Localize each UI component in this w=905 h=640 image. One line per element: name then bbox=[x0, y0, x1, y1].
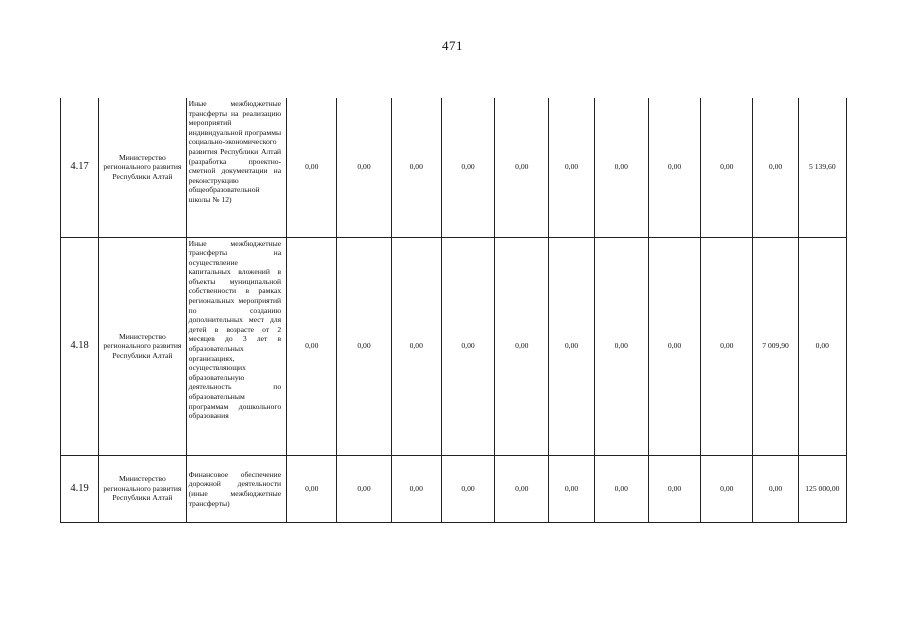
value-cell: 0,00 bbox=[391, 237, 441, 455]
value-cell: 7 009,90 bbox=[753, 237, 798, 455]
value-cell: 0,00 bbox=[391, 455, 441, 522]
description-cell bbox=[186, 237, 287, 455]
description-text: Иные межбюджетные трансферты на реализацию мероприятий индивидуальной программы социально-экономического развития Республики Алтай (разработка проектно-сметной документации на реконструкцию общеобразовательной школы № 12) bbox=[188, 99, 282, 204]
description-cell bbox=[186, 455, 287, 522]
value-cell: 0,00 bbox=[287, 98, 337, 237]
table-row bbox=[61, 98, 847, 237]
value-cell: 0,00 bbox=[701, 237, 753, 455]
row-number: 4.17 bbox=[61, 98, 99, 237]
value-cell: 0,00 bbox=[495, 455, 549, 522]
value-cell: 0,00 bbox=[648, 237, 700, 455]
value-cell: 0,00 bbox=[337, 455, 391, 522]
value-cell: 0,00 bbox=[495, 98, 549, 237]
value-cell: 0,00 bbox=[441, 455, 494, 522]
value-cell: 0,00 bbox=[441, 98, 494, 237]
value-cell: 0,00 bbox=[701, 98, 753, 237]
description-text: Финансовое обеспечение дорожной деятельности (иные межбюджетные трансферты) bbox=[188, 469, 282, 508]
value-cell: 0,00 bbox=[337, 98, 391, 237]
value-cell: 0,00 bbox=[495, 237, 549, 455]
value-cell: 0,00 bbox=[594, 98, 648, 237]
value-cell: 0,00 bbox=[287, 455, 337, 522]
value-cell: 125 000,00 bbox=[798, 455, 846, 522]
table-row bbox=[61, 237, 847, 455]
value-cell: 0,00 bbox=[549, 98, 594, 237]
value-cell: 0,00 bbox=[549, 455, 594, 522]
value-cell: 0,00 bbox=[701, 455, 753, 522]
organization-cell: Министерство регионального развития Республики Алтай bbox=[99, 455, 186, 522]
description-cell bbox=[186, 98, 287, 237]
value-cell: 0,00 bbox=[337, 237, 391, 455]
budget-table bbox=[60, 98, 847, 523]
organization-cell: Министерство регионального развития Республики Алтай bbox=[99, 237, 186, 455]
organization-cell: Министерство регионального развития Республики Алтай bbox=[99, 98, 186, 237]
value-cell: 0,00 bbox=[798, 237, 846, 455]
description-text: Иные межбюджетные трансферты на осуществление капитальных вложений в объекты муниципальной собственности в рамках региональных мероприятий по созданию дополнительных мест для детей в возрасте от 2 месяцев до 3 лет в образовательных организациях, осуществляющих образовательную деятельность по образовательным программам дошкольного образования bbox=[188, 238, 282, 421]
row-number: 4.18 bbox=[61, 237, 99, 455]
value-cell: 0,00 bbox=[391, 98, 441, 237]
value-cell: 0,00 bbox=[441, 237, 494, 455]
page-number: 471 bbox=[442, 38, 463, 53]
value-cell: 0,00 bbox=[753, 98, 798, 237]
table-row bbox=[61, 455, 847, 522]
value-cell: 0,00 bbox=[594, 455, 648, 522]
row-number: 4.19 bbox=[61, 455, 99, 522]
value-cell: 0,00 bbox=[753, 455, 798, 522]
value-cell: 0,00 bbox=[648, 455, 700, 522]
value-cell: 0,00 bbox=[594, 237, 648, 455]
value-cell: 0,00 bbox=[549, 237, 594, 455]
value-cell: 0,00 bbox=[287, 237, 337, 455]
value-cell: 5 139,60 bbox=[798, 98, 846, 237]
value-cell: 0,00 bbox=[648, 98, 700, 237]
